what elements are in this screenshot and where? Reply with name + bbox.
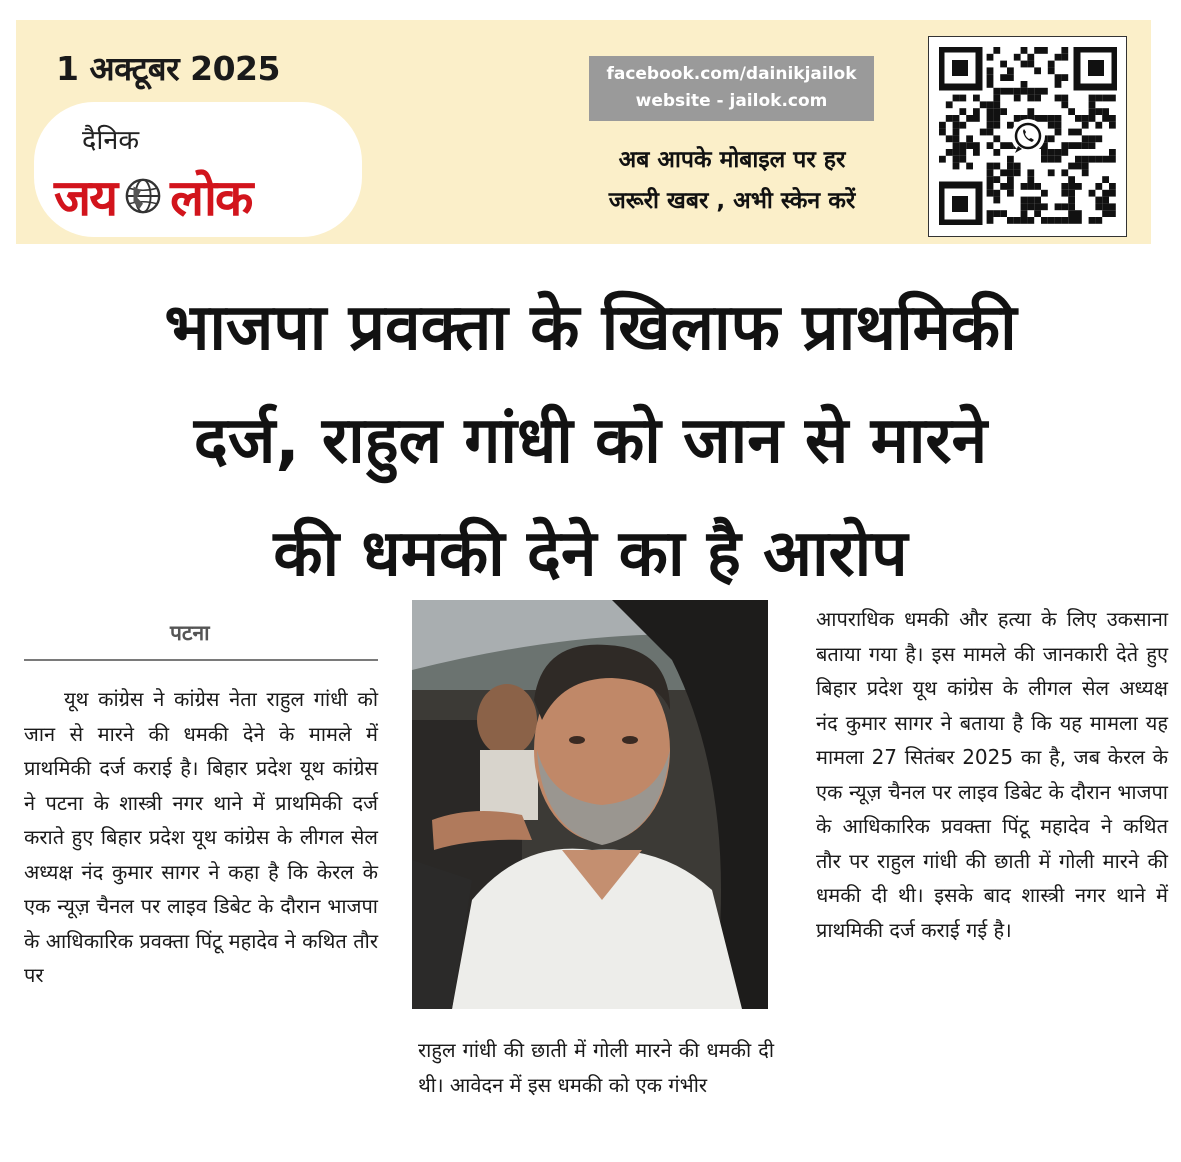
qr-code-pattern: [939, 47, 1117, 225]
website-link[interactable]: website - jailok.com: [635, 91, 828, 111]
promo-line-1: अब आपके मोबाइल पर हर: [618, 147, 846, 173]
article-photo: [412, 600, 768, 1009]
column-3-text: आपराधिक धमकी और हत्या के लिए उकसाना बताया गया है। इस मामले की जानकारी देते हुए बिहार प्रदेश यूथ कांग्रेस के लीगल सेल अध्यक्ष नंद कुमार सागर ने बताया है कि यह मामला यह मामला 27 सितंबर 2025 का है, जब केरल के एक न्यूज़ चैनल पर लाइव डिबेट के दौरान भाजपा के आधिकारिक प्रवक्ता पिंटू महादेव ने कथित तौर पर राहुल गांधी की छाती में गोली मारने की धमकी दी थी। इसके बाद शास्त्री नगर थाने में प्राथमिकी दर्ज कराई गई है।: [816, 607, 1168, 942]
headline: [0, 272, 1181, 611]
column-2-text: राहुल गांधी की छाती में गोली मारने की धमकी दी थी। आवेदन में इस धमकी को एक गंभीर: [418, 1038, 774, 1097]
globe-icon: [124, 177, 162, 215]
finder-top-right: [1077, 49, 1115, 87]
qr-promo-text: [579, 140, 885, 222]
headline-line-2: दर्ज, राहुल गांधी को जान से मारने: [193, 404, 988, 478]
finder-top-left: [941, 49, 979, 87]
headline-line-1: भाजपा प्रवक्ता के खिलाफ प्राथमिकी: [164, 291, 1017, 365]
facebook-link[interactable]: facebook.com/dainikjailok: [606, 64, 857, 84]
logo-word-jai: जय: [54, 169, 117, 227]
column-1-text: यूथ कांग्रेस ने कांग्रेस नेता राहुल गांधी को जान से मारने की धमकी देने के मामले में प्राथमिकी दर्ज कराई है। बिहार प्रदेश यूथ कांग्रेस ने पटना के शास्त्री नगर थाने में प्राथमिकी दर्ज कराते हुए बिहार प्रदेश यूथ कांग्रेस के लीगल सेल अध्यक्ष नंद कुमार सागर ने कहा है कि केरल के एक न्यूज़ चैनल पर लाइव डिबेट के दौरान भाजपा के आधिकारिक प्रवक्ता पिंटू महादेव ने कथित तौर पर: [24, 687, 378, 987]
newspaper-logo: [54, 162, 251, 230]
whatsapp-icon: [1011, 119, 1045, 153]
logo-subtitle: दैनिक: [82, 125, 140, 156]
issue-date: 1 अक्टूबर 2025: [56, 49, 280, 88]
social-links-box: [589, 56, 874, 121]
rahul-gandhi-photo: [412, 600, 768, 1009]
headline-line-3: की धमकी देने का है आरोप: [273, 517, 908, 591]
promo-line-2: जरूरी खबर , अभी स्केन करें: [608, 188, 856, 214]
article-column-1: [24, 682, 378, 993]
article-column-3: [816, 602, 1168, 947]
dateline-divider: [24, 659, 378, 661]
qr-code[interactable]: [928, 36, 1127, 237]
finder-bottom-left: [941, 185, 979, 223]
article-column-2: [418, 1033, 774, 1103]
dateline: पटना: [170, 621, 210, 645]
masthead: [16, 20, 1151, 244]
logo-word-lok: लोक: [170, 169, 252, 227]
